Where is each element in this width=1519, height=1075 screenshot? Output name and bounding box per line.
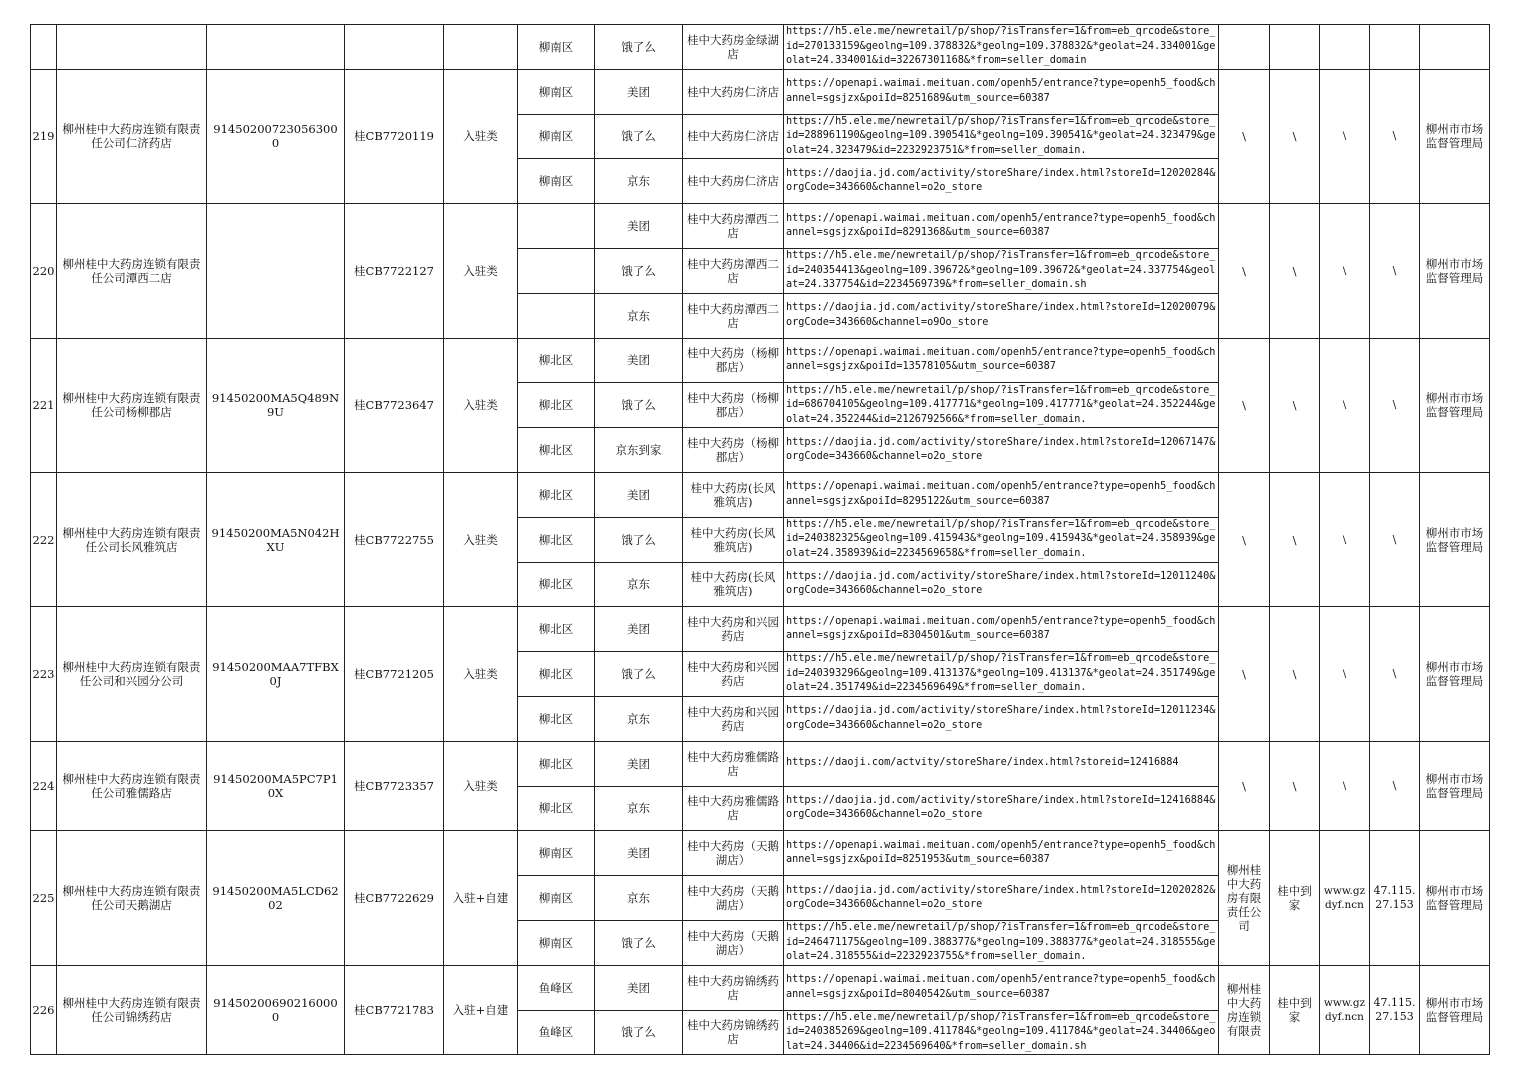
authority-cell: 柳州市市场监督管理局 [1420,69,1490,203]
district-cell: 柳北区 [518,562,595,607]
district-cell: 柳南区 [518,69,595,114]
company-name-cell: 柳州桂中大药房连锁有限责任公司仁济药店 [57,69,207,203]
authority-cell: 柳州市市场监督管理局 [1420,831,1490,965]
platform-cell: 饿了么 [595,517,683,562]
platform-cell: 美团 [595,69,683,114]
self-platform-cell: \ [1219,741,1270,831]
company-cell-empty [57,25,207,70]
store-url-cell: https://openapi.waimai.meituan.com/openh5/entrance?type=openh5_food&channel=sgsjzx&poiId=8291368&utm_source=60387 [784,204,1219,249]
store-url-cell: https://h5.ele.me/newretail/p/shop/?isTransfer=1&from=eb_qrcode&store_id=240354413&geolng=109.39672&*geolng=109.39672&*geolat=24.337754&geolat=24.337754&id=2234569739&*from=seller_domain.sh [784,248,1219,293]
type-cell: 入驻类 [444,607,518,741]
store-url-cell: https://daojia.jd.com/activity/storeShare/index.html?storeId=12020079&orgCode=343660&channel=o9Oo_store [784,293,1219,338]
company-name-cell: 柳州桂中大药房连锁有限责任公司长风雅筑店 [57,472,207,606]
ip-cell: \ [1370,69,1420,203]
authority-cell: 柳州市市场监督管理局 [1420,204,1490,338]
store-name-cell: 桂中大药房（天鹅湖店） [683,920,784,965]
store-name-cell: 桂中大药房（杨柳郡店） [683,428,784,473]
seq-cell: 221 [31,338,57,472]
store-name-cell: 桂中大药房(长风雅筑店) [683,562,784,607]
ip-cell: \ [1370,472,1420,606]
platform-cell: 京东 [595,876,683,921]
district-cell: 柳南区 [518,159,595,204]
ip-cell: 47.115.27.153 [1370,965,1420,1055]
website-cell: \ [1320,69,1370,203]
platform-cell: 京东 [595,159,683,204]
credit-code-cell: 914502006902160000 [207,965,345,1055]
store-name-cell: 桂中大药房（杨柳郡店） [683,383,784,428]
type-cell: 入驻类 [444,338,518,472]
store-name-cell: 桂中大药房雅儒路店 [683,741,784,786]
district-cell [518,248,595,293]
website-cell-empty [1320,25,1370,70]
platform-cell: 饿了么 [595,920,683,965]
platform-cell: 京东 [595,696,683,741]
website-cell: \ [1320,741,1370,831]
website-cell: www.gzdyf.ncn [1320,831,1370,965]
platform-cell: 美团 [595,965,683,1010]
store-url-cell: https://openapi.waimai.meituan.com/openh5/entrance?type=openh5_food&channel=sgsjzx&poiId=8251953&utm_source=60387 [784,831,1219,876]
ip-cell: \ [1370,607,1420,741]
seq-cell: 220 [31,204,57,338]
platform-cell: 京东 [595,562,683,607]
seq-cell-empty [31,25,57,70]
authority-cell: 柳州市市场监督管理局 [1420,741,1490,831]
seq-cell: 225 [31,831,57,965]
district-cell: 柳北区 [518,652,595,697]
store-name-cell: 桂中大药房和兴园药店 [683,696,784,741]
credit-code-cell: 91450200MA5LCD6202 [207,831,345,965]
seq-cell: 223 [31,607,57,741]
platform-cell: 饿了么 [595,652,683,697]
authority-cell-empty [1420,25,1490,70]
platform-cell: 饿了么 [595,1010,683,1055]
company-name-cell: 柳州桂中大药房连锁有限责任公司和兴园分公司 [57,607,207,741]
website-cell: \ [1320,338,1370,472]
credit-code-cell: 91450200MAA7TFBX0J [207,607,345,741]
license-cell: 桂CB7723357 [345,741,444,831]
district-cell: 柳南区 [518,920,595,965]
platform-cell: 美团 [595,831,683,876]
type-cell: 入驻类 [444,69,518,203]
store-name-cell: 桂中大药房锦绣药店 [683,1010,784,1055]
district-cell: 柳北区 [518,383,595,428]
store-url-cell: https://openapi.waimai.meituan.com/openh5/entrance?type=openh5_food&channel=sgsjzx&poiId=8304501&utm_source=60387 [784,607,1219,652]
store-name-cell: 桂中大药房仁济店 [683,69,784,114]
district-cell [518,204,595,249]
store-url-cell: https://h5.ele.me/newretail/p/shop/?isTransfer=1&from=eb_qrcode&store_id=270133159&geolng=109.378832&*geolng=109.378832&*geolat=24.334001&geolat=24.334001&id=32267301168&*from=seller_domain [784,25,1219,70]
store-url-cell: https://h5.ele.me/newretail/p/shop/?isTransfer=1&from=eb_qrcode&store_id=686704105&geolng=109.417771&*geolng=109.417771&*geolat=24.352244&geolat=24.352244&id=2126792566&*from=seller_domain. [784,383,1219,428]
self-platform-cell: \ [1219,204,1270,338]
store-name-cell: 桂中大药房仁济店 [683,114,784,159]
store-name-cell: 桂中大药房（天鹅湖店） [683,876,784,921]
authority-cell: 柳州市市场监督管理局 [1420,965,1490,1055]
district-cell: 柳南区 [518,831,595,876]
store-name-cell: 桂中大药房锦绣药店 [683,965,784,1010]
seq-cell: 226 [31,965,57,1055]
district-cell: 柳南区 [518,876,595,921]
store-name-cell: 桂中大药房仁济店 [683,159,784,204]
self-platform-cell: 柳州桂中大药房有限责任公司 [1219,831,1270,965]
platform-cell: 京东 [595,786,683,831]
platform-cell: 京东到家 [595,428,683,473]
district-cell: 柳北区 [518,517,595,562]
credit-code-cell-empty [207,25,345,70]
platform-cell: 饿了么 [595,114,683,159]
store-url-cell: https://h5.ele.me/newretail/p/shop/?isTransfer=1&from=eb_qrcode&store_id=288961190&geolng=109.390541&*geolng=109.390541&*geolat=24.323479&geolat=24.323479&id=2232923751&*from=seller_domain. [784,114,1219,159]
license-cell: 桂CB7723647 [345,338,444,472]
district-cell: 柳南区 [518,114,595,159]
platform-cell: 美团 [595,204,683,249]
company-name-cell: 柳州桂中大药房连锁有限责任公司天鹅湖店 [57,831,207,965]
district-cell: 柳北区 [518,607,595,652]
platform-cell: 美团 [595,472,683,517]
district-cell: 柳北区 [518,786,595,831]
district-cell: 柳北区 [518,428,595,473]
district-cell: 柳北区 [518,741,595,786]
self-name-cell: \ [1270,741,1320,831]
seq-cell: 224 [31,741,57,831]
store-name-cell: 桂中大药房潭西二店 [683,248,784,293]
type-cell: 入驻类 [444,204,518,338]
ip-cell: \ [1370,204,1420,338]
company-name-cell: 柳州桂中大药房连锁有限责任公司锦绣药店 [57,965,207,1055]
store-name-cell: 桂中大药房潭西二店 [683,204,784,249]
type-cell: 入驻+自建 [444,831,518,965]
store-url-cell: https://daojia.jd.com/activity/storeShare/index.html?storeId=12020284&orgCode=343660&channel=o2o_store [784,159,1219,204]
store-url-cell: https://h5.ele.me/newretail/p/shop/?isTransfer=1&from=eb_qrcode&store_id=240393296&geolng=109.413137&*geolng=109.413137&*geolat=24.351749&geolat=24.351749&id=2234569649&*from=seller_domain. [784,652,1219,697]
credit-code-cell: 914502007230563000 [207,69,345,203]
self-platform-cell: \ [1219,607,1270,741]
self-name-cell: 桂中到家 [1270,831,1320,965]
table-row [31,607,1490,652]
table-row [31,25,1490,70]
self-name-cell: \ [1270,607,1320,741]
company-name-cell: 柳州桂中大药房连锁有限责任公司雅儒路店 [57,741,207,831]
store-listing-table [30,24,1490,1055]
platform-cell: 饿了么 [595,248,683,293]
store-name-cell: 桂中大药房雅儒路店 [683,786,784,831]
district-cell: 鱼峰区 [518,1010,595,1055]
ip-cell: \ [1370,741,1420,831]
type-cell: 入驻+自建 [444,965,518,1055]
license-cell: 桂CB7722127 [345,204,444,338]
self-name-cell: \ [1270,472,1320,606]
district-cell: 柳北区 [518,696,595,741]
website-cell: \ [1320,607,1370,741]
store-name-cell: 桂中大药房(长风雅筑店) [683,472,784,517]
credit-code-cell: 91450200MA5PC7P10X [207,741,345,831]
store-url-cell: https://daojia.jd.com/activity/storeShare/index.html?storeId=12011234&orgCode=343660&channel=o2o_store [784,696,1219,741]
store-name-cell: 桂中大药房和兴园药店 [683,652,784,697]
website-cell: \ [1320,472,1370,606]
store-url-cell: https://openapi.waimai.meituan.com/openh5/entrance?type=openh5_food&channel=sgsjzx&poiId=8040542&utm_source=60387 [784,965,1219,1010]
store-url-cell: https://daoji.com/actvity/storeShare/index.html?storeid=12416884 [784,741,1219,786]
self-platform-cell: 柳州桂中大药房连锁有限责 [1219,965,1270,1055]
table-row [31,204,1490,249]
seq-cell: 219 [31,69,57,203]
table-row [31,741,1490,786]
district-cell: 柳北区 [518,472,595,517]
ip-cell: \ [1370,338,1420,472]
store-url-cell: https://h5.ele.me/newretail/p/shop/?isTransfer=1&from=eb_qrcode&store_id=240385269&geolng=109.411784&*geolng=109.411784&*geolat=24.34406&geolat=24.34406&id=2234569640&*from=seller_domain.sh [784,1010,1219,1055]
table-row [31,831,1490,876]
table-row [31,965,1490,1010]
type-cell: 入驻类 [444,741,518,831]
self-name-cell: \ [1270,69,1320,203]
platform-cell: 美团 [595,338,683,383]
self-name-cell: 桂中到家 [1270,965,1320,1055]
store-url-cell: https://daojia.jd.com/activity/storeShare/index.html?storeId=12020282&orgCode=343660&channel=o2o_store [784,876,1219,921]
store-url-cell: https://daojia.jd.com/activity/storeShare/index.html?storeId=12011240&orgCode=343660&channel=o2o_store [784,562,1219,607]
type-cell-empty [444,25,518,70]
ip-cell: 47.115.27.153 [1370,831,1420,965]
table-row [31,472,1490,517]
ip-cell-empty [1370,25,1420,70]
self-platform-cell: \ [1219,69,1270,203]
license-cell-empty [345,25,444,70]
self-platform-cell-empty [1219,25,1270,70]
store-name-cell: 桂中大药房（天鹅湖店） [683,831,784,876]
company-name-cell: 柳州桂中大药房连锁有限责任公司杨柳郡店 [57,338,207,472]
platform-cell: 京东 [595,293,683,338]
store-url-cell: https://openapi.waimai.meituan.com/openh5/entrance?type=openh5_food&channel=sgsjzx&poiId=13578105&utm_source=60387 [784,338,1219,383]
company-name-cell: 柳州桂中大药房连锁有限责任公司潭西二店 [57,204,207,338]
store-url-cell: https://openapi.waimai.meituan.com/openh5/entrance?type=openh5_food&channel=sgsjzx&poiId=8295122&utm_source=60387 [784,472,1219,517]
website-cell: \ [1320,204,1370,338]
self-name-cell: \ [1270,204,1320,338]
district-cell: 鱼峰区 [518,965,595,1010]
website-cell: www.gzdyf.ncn [1320,965,1370,1055]
platform-cell: 饿了么 [595,383,683,428]
license-cell: 桂CB7722629 [345,831,444,965]
store-url-cell: https://daojia.jd.com/activity/storeShare/index.html?storeId=12067147&orgCode=343660&channel=o2o_store [784,428,1219,473]
platform-cell: 美团 [595,741,683,786]
type-cell: 入驻类 [444,472,518,606]
platform-cell: 饿了么 [595,25,683,70]
license-cell: 桂CB7720119 [345,69,444,203]
license-cell: 桂CB7722755 [345,472,444,606]
platform-cell: 美团 [595,607,683,652]
store-name-cell: 桂中大药房(长风雅筑店) [683,517,784,562]
self-name-cell-empty [1270,25,1320,70]
district-cell: 柳南区 [518,25,595,70]
store-name-cell: 桂中大药房（杨柳郡店） [683,338,784,383]
table-row [31,338,1490,383]
store-url-cell: https://openapi.waimai.meituan.com/openh5/entrance?type=openh5_food&channel=sgsjzx&poiId=8251689&utm_source=60387 [784,69,1219,114]
table-row [31,69,1490,114]
store-url-cell: https://daojia.jd.com/activity/storeShare/index.html?storeId=12416884&orgCode=343660&channel=o2o_store [784,786,1219,831]
store-name-cell: 桂中大药房和兴园药店 [683,607,784,652]
authority-cell: 柳州市市场监督管理局 [1420,472,1490,606]
self-platform-cell: \ [1219,472,1270,606]
district-cell [518,293,595,338]
district-cell: 柳北区 [518,338,595,383]
self-platform-cell: \ [1219,338,1270,472]
license-cell: 桂CB7721205 [345,607,444,741]
credit-code-cell [207,204,345,338]
license-cell: 桂CB7721783 [345,965,444,1055]
authority-cell: 柳州市市场监督管理局 [1420,338,1490,472]
credit-code-cell: 91450200MA5N042HXU [207,472,345,606]
store-url-cell: https://h5.ele.me/newretail/p/shop/?isTransfer=1&from=eb_qrcode&store_id=246471175&geolng=109.388377&*geolng=109.388377&*geolat=24.318555&geolat=24.318555&id=2232923755&*from=seller_domain. [784,920,1219,965]
store-url-cell: https://h5.ele.me/newretail/p/shop/?isTransfer=1&from=eb_qrcode&store_id=240382325&geolng=109.415943&*geolng=109.415943&*geolat=24.358939&geolat=24.358939&id=2234569658&*from=seller_domain. [784,517,1219,562]
store-name-cell: 桂中大药房潭西二店 [683,293,784,338]
credit-code-cell: 91450200MA5Q489N9U [207,338,345,472]
authority-cell: 柳州市市场监督管理局 [1420,607,1490,741]
self-name-cell: \ [1270,338,1320,472]
seq-cell: 222 [31,472,57,606]
store-name-cell: 桂中大药房金绿湖店 [683,25,784,70]
